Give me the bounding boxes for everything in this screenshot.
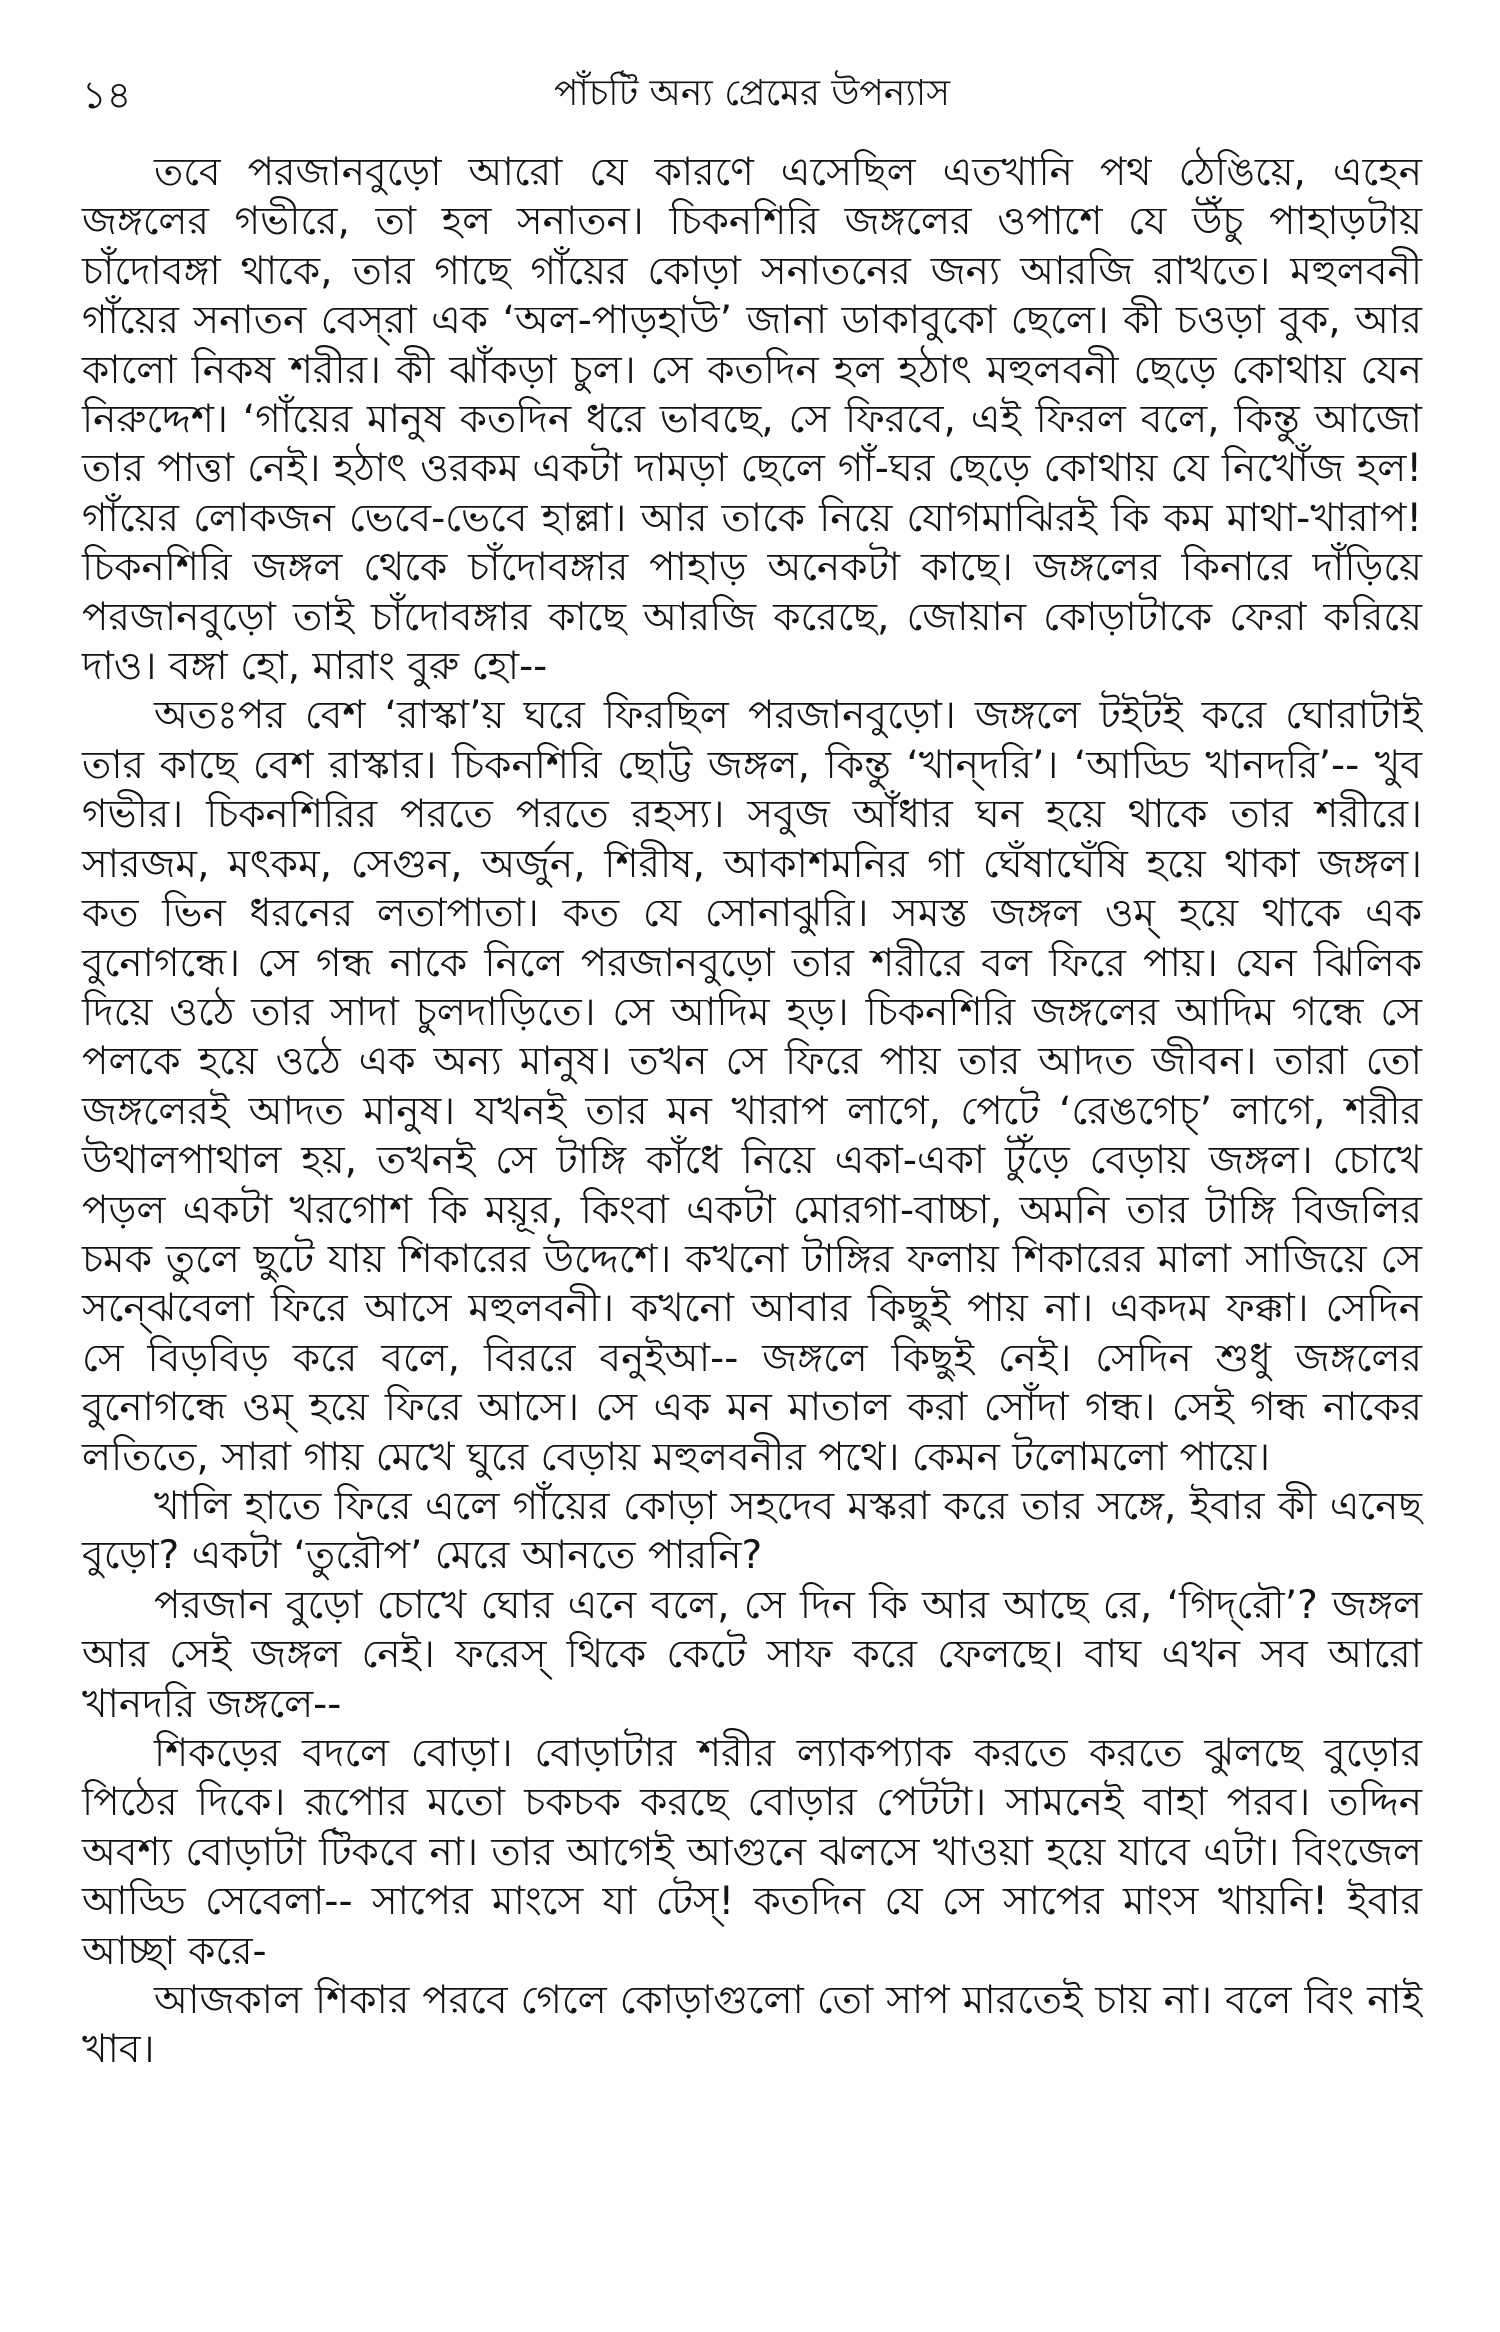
page-number: ১৪ [82,73,132,117]
page-header [82,62,1422,122]
paragraph: শিকড়ের বদলে বোড়া। বোড়াটার শরীর ল্যাকপ্যাক করতে করতে ঝুলছে বুড়োর পিঠের দিকে। রূপোর মতো চকচক করছে বোড়ার পেটটা। সামনেই বাহা পরব। তদ্দিন অবশ্য বোড়াটা টিকবে না। তার আগেই আগুনে ঝলসে খাওয়া হয়ে যাবে এটা। বিংজেল আড্ডি সেবেলা-- সাপের মাংসে যা টেস্! কতদিন যে সে সাপের মাংস খায়নি! ইবার আচ্ছা করে- [82,1731,1422,1974]
paragraph: পরজান বুড়ো চোখে ঘোর এনে বলে, সে দিন কি আর আছে রে, ‘গিদ্‌রৌ’? জঙ্গল আর সেই জঙ্গল নেই। ফরেস্‌ থিকে কেটে সাফ করে ফেলছে। বাঘ এখন সব আরো খানদরি জঙ্গলে-- [82,1582,1422,1727]
body-text [82,148,1422,2075]
paragraph: তবে পরজানবুড়ো আরো যে কারণে এসেছিল এতখানি পথ ঠেঙিয়ে, এহেন জঙ্গলের গভীরে, তা হল সনাতন। চিকনশিরি জঙ্গলের ওপাশে যে উঁচু পাহাড়টায় চাঁদোবঙ্গা থাকে, তার গাছে গাঁয়ের কোড়া সনাতনের জন্য আরজি রাখতে। মহুলবনী গাঁয়ের সনাতন বেস্‌রা এক ‘অল-পাড়হাউ’ জানা ডাকাবুকো ছেলে। কী চওড়া বুক, আর কালো নিকষ শরীর। কী ঝাঁকড়া চুল। সে কতদিন হল হঠাৎ মহুলবনী ছেড়ে কোথায় যেন নিরুদ্দেশ। ‘গাঁয়ের মানুষ কতদিন ধরে ভাবছে, সে ফিরবে, এই ফিরল বলে, কিন্তু আজো তার পাত্তা নেই। হঠাৎ ওরকম একটা দামড়া ছেলে গাঁ-ঘর ছেড়ে কোথায় যে নিখোঁজ হল! গাঁয়ের লোকজন ভেবে-ভেবে হাল্লা। আর তাকে নিয়ে যোগমাঝিরই কি কম মাথা-খারাপ! চিকনশিরি জঙ্গল থেকে চাঁদোবঙ্গার পাহাড় অনেকটা কাছে। জঙ্গলের কিনারে দাঁড়িয়ে পরজানবুড়ো তাই চাঁদোবঙ্গার কাছে আরজি করেছে, জোয়ান কোড়াটাকে ফেরা করিয়ে দাও। বঙ্গা হো, মারাং বুরু হো-- [82,150,1422,690]
paragraph: আজকাল শিকার পরবে গেলে কোড়াগুলো তো সাপ মারতেই চায় না। বলে বিং নাই খাব। [82,1978,1422,2073]
paragraph: খালি হাতে ফিরে এলে গাঁয়ের কোড়া সহদেব মস্করা করে তার সঙ্গে, ইবার কী এনেছ বুড়ো? একটা ‘তুরৌপ’ মেরে আনতে পারনি? [82,1483,1422,1579]
running-title: পাঁচটি অন্য প্রেমের উপন্যাস [553,73,950,114]
paragraph: অতঃপর বেশ ‘রাস্কা’য় ঘরে ফিরছিল পরজানবুড়ো। জঙ্গলে টইটই করে ঘোরাটাই তার কাছে বেশ রাস্কার। চিকনশিরি ছোট্ট জঙ্গল, কিন্তু ‘খান্‌দরি’। ‘আড্ডি খানদরি’-- খুব গভীর। চিকনশিরির পরতে পরতে রহস্য। সবুজ আঁধার ঘন হয়ে থাকে তার শরীরে। সারজম, মৎকম, সেগুন, অর্জুন, শিরীষ, আকাশমনির গা ঘেঁষাঘেঁষি হয়ে থাকা জঙ্গল। কত ভিন ধরনের লতাপাতা। কত যে সোনাঝুরি। সমস্ত জঙ্গল ওম্‌ হয়ে থাকে এক বুনোগন্ধে। সে গন্ধ নাকে নিলে পরজানবুড়ো তার শরীরে বল ফিরে পায়। যেন ঝিলিক দিয়ে ওঠে তার সাদা চুলদাড়িতে। সে আদিম হড়। চিকনশিরি জঙ্গলের আদিম গন্ধে সে পলকে হয়ে ওঠে এক অন্য মানুষ। তখন সে ফিরে পায় তার আদত জীবন। তারা তো জঙ্গলেরই আদত মানুষ। যখনই তার মন খারাপ লাগে, পেটে ‘রেঙগেচ্’ লাগে, শরীর উথালপাথাল হয়, তখনই সে টাঙ্গি কাঁধে নিয়ে একা-একা টুঁড়ে বেড়ায় জঙ্গল। চোখে পড়ল একটা খরগোশ কি ময়ূর, কিংবা একটা মোরগা-বাচ্চা, অমনি তার টাঙ্গি বিজলির চমক তুলে ছুটে যায় শিকারের উদ্দেশে। কখনো টাঙ্গির ফলায় শিকারের মালা সাজিয়ে সে সন্ঝেবেলা ফিরে আসে মহুলবনী। কখনো আবার কিছুই পায় না। একদম ফক্কা। সেদিন সে বিড়বিড় করে বলে, বিররে বনুইআ-- জঙ্গলে কিছুই নেই। সেদিন শুধু জঙ্গলের বুনোগন্ধে ওম্‌ হয়ে ফিরে আসে। সে এক মন মাতাল করা সোঁদা গন্ধ। সেই গন্ধ নাকের লতিতে, সারা গায় মেখে ঘুরে বেড়ায় মহুলবনীর পথে। কেমন টলোমলো পায়ে। [82,693,1422,1480]
